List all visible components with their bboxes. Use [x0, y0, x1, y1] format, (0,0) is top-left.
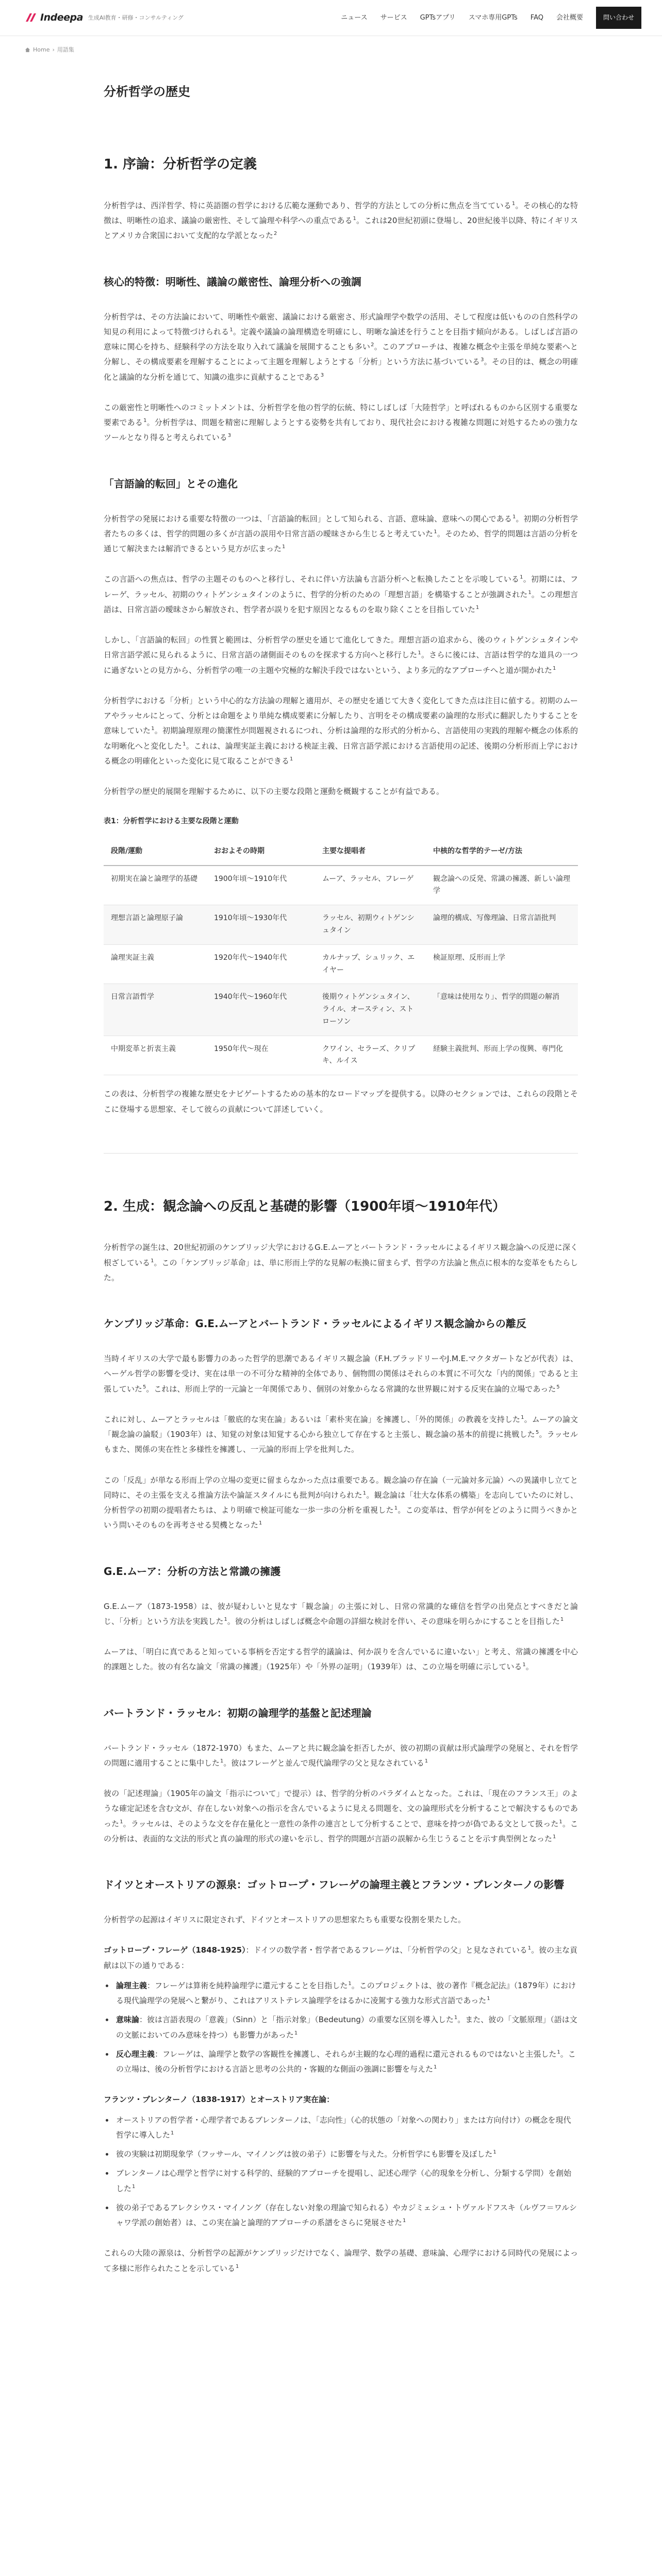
subsection-title: 「言語論的転回」とその進化 — [104, 477, 238, 490]
table-row — [104, 984, 578, 1036]
table-cell: 「意味は使用なり」、哲学的問題の解消 — [426, 984, 578, 1036]
paragraph: 彼の「記述理論」（1905年の論文「指示について」で提示）は、哲学的分析のパラダイムとなった。これは、「現在のフランス王」のような確定記述を含む文が、存在しない対象への指示を含んでいるように見える問題を、文の論理形式を分析することで解決するものであった$^1$。ラッセルは、そのような文を存在量化と一意性の条件の連言として分析することで、意味を持つが偽である文として扱った$^1$。この分析は、表面的な文法的形式と真の論理的形式の違いを示し、哲学的問題が言語の誤解から生じうることを示す典型例となった$^1$ — [104, 1789, 578, 1843]
list-item: • 彼の弟子であるアレクシウス・マイノング（存在しない対象の理論で知られる）やカジミェシュ・トヴァルドフスキ（ルヴフ＝ワルシャワ学派の創始者）は、この実在論と論理的アプローチの系譜をさらに発展させた$^1$ — [114, 2200, 578, 2231]
table-cell: 1940年代〜1960年代 — [207, 984, 315, 1036]
list-item: • 意味論：彼は言語表現の「意義」（Sinn）と「指示対象」（Bedeutung）の重要な区別を導入した$^1$。また、彼の「文脈原理」（語は文の文脈においてのみ意味を持つ）も影響力があった$^1$ — [114, 2012, 578, 2043]
section-title: 2. 生成：観念論への反乱と基礎的影響（1900年頃〜1910年代） — [104, 1198, 506, 1214]
paragraph: フランツ・ブレンターノ（1838-1917）とオーストリア実在論： — [104, 2095, 335, 2105]
paragraph: G.E.ムーア（1873-1958）は、彼が疑わしいと見なす「観念論」の主張に対し、日常の常識的な確信を哲学の出発点とすべきだと論じ、「分析」という方法を実践した$^1$。彼の分析はしばしば概念や命題の詳細な検討を伴い、その意味を明らかにすることを目指した$^1$ — [104, 1601, 578, 1626]
nav-gpts-apps[interactable]: GPTsアプリ — [420, 13, 456, 22]
nav-mobile-gpts[interactable]: スマホ専用GPTs — [468, 13, 518, 22]
table-row — [104, 905, 578, 945]
table-cell: 観念論への反発、常識の擁護、新しい論理学 — [426, 866, 578, 905]
brand-name: Indeepa — [40, 11, 83, 23]
table-cell: 論理実証主義 — [104, 944, 207, 984]
paragraph: これらの大陸の源泉は、分析哲学の起源がケンブリッジだけでなく、論理学、数学の基礎、意味論、心理学における同時代の発展によって多様に形作られたことを示している$^1$ — [104, 2248, 578, 2273]
list-item: • ブレンターノは心理学と哲学に対する科学的、経験的アプローチを提唱し、記述心理学（心的現象を分析し、分類する学問）を創始した$^1$ — [114, 2166, 578, 2196]
subsection-title: バートランド・ラッセル：初期の論理学的基盤と記述理論 — [104, 1706, 372, 1719]
paragraph: しかし、「言語論的転回」の性質と範囲は、分析哲学の歴史を通じて進化してきた。理想言語の追求から、後のウィトゲンシュタインや日常言語学派に見られるように、日常言語の諸側面そのものを探求する方向へと移行した$^1$。さらに後には、言語は哲学的な道具の一つに過ぎないとの見方から、分析哲学の唯一の主題や究極的な解決手段ではないという、より多元的なアプローチへと道が開かれた$^1$ — [104, 635, 578, 675]
table-cell: 後期ウィトゲンシュタイン、ライル、オースティン、ストローソン — [315, 984, 426, 1036]
column-header: 中核的な哲学的テーゼ/方法 — [426, 838, 578, 866]
table-cell: ムーア、ラッセル、フレーゲ — [315, 866, 426, 905]
site-header — [0, 0, 662, 36]
table-cell: 理想言語と論理原子論 — [104, 905, 207, 945]
subsection-title: G.E.ムーア：分析の方法と常識の擁護 — [104, 1565, 281, 1578]
nav-faq[interactable]: FAQ — [530, 13, 543, 22]
table-cell: カルナップ、シュリック、エイヤー — [315, 944, 426, 984]
subsection-title: 核心的特徴：明晰性、議論の厳密性、論理分析への強調 — [104, 275, 361, 288]
table-cell: 初期実在論と論理学的基礎 — [104, 866, 207, 905]
paragraph: この表は、分析哲学の複雑な歴史をナビゲートするための基本的なロードマップを提供する。以降のセクションでは、これらの段階とそこに登場する思想家、そして彼らの貢献について詳述していく。 — [104, 1089, 578, 1114]
list-item: • 論理主義：フレーゲは算術を純粋論理学に還元することを目指した$^1$。このプロジェクトは、彼の著作『概念記法』（1879年）における現代論理学の発展へと繋がり、これはアリストテレス論理学をはるかに凌駕する強力な形式言語であった$^1$ — [114, 1978, 578, 2009]
table-cell: 1950年代〜現在 — [207, 1036, 315, 1075]
paragraph: 分析哲学の誕生は、20世紀初頭のケンブリッジ大学におけるG.E.ムーアとバートランド・ラッセルによるイギリス観念論への反逆に深く根ざしている$^1$。この「ケンブリッジ革命」は、単に形而上学的な見解の転換に留まらず、哲学の方法論と焦点に根本的な変革をもたらした。 — [104, 1243, 578, 1282]
subsection-title: ドイツとオーストリアの源泉：ゴットロープ・フレーゲの論理主義とフランツ・ブレンターノの影響 — [104, 1878, 565, 1891]
paragraph: これに対し、ムーアとラッセルは「徹底的な実在論」あるいは「素朴実在論」を擁護し、「外的関係」の教義を支持した$^1$。ムーアの論文「観念論の論駁」（1903年）は、知覚の対象は知覚する心から独立して存在すると主張し、観念論の基本的前提に挑戦した$^5$。ラッセルもまた、関係の実在性と多様性を擁護し、一元論的形而上学を批判した。 — [104, 1414, 578, 1454]
breadcrumb — [0, 36, 662, 55]
table-cell: ラッセル、初期ウィトゲンシュタイン — [315, 905, 426, 945]
table-row — [104, 866, 578, 905]
paragraph: 分析哲学の発展における重要な特徴の一つは、「言語論的転回」として知られる、言語、意味論、意味への関心である$^1$。初期の分析哲学者たちの多くは、哲学的問題の多くが言語の誤用や日常言語の曖昧さから生じると考えていた$^1$。そのため、哲学的問題は言語の分析を通じて解決または解消できるという見方が広まった$^1$ — [104, 514, 578, 554]
table-cell: 論理的構成、写像理論、日常言語批判 — [426, 905, 578, 945]
table-row — [104, 944, 578, 984]
column-header: おおよその時期 — [207, 838, 315, 866]
breadcrumb-home[interactable]: Home — [33, 46, 50, 53]
table-cell: 1910年頃〜1930年代 — [207, 905, 315, 945]
table-cell: 検証原理、反形而上学 — [426, 944, 578, 984]
paragraph: 分析哲学は、その方法論において、明晰性や厳密、議論における厳密さ、形式論理学や数学の活用、そして程度は低いものの自然科学の知見の利用によって特徴づけられる$^1$。定義や議論の論理構造を明確にし、明晰な論述を行うことを目指す傾向がある。しばしば言語の意味に関心を持ち、経験科学の方法を取り入れて議論を展開することも多い$^2$。このアプローチは、複雑な概念や主張を単純な要素へと分解し、その構成要素を理解することによって主題を理解しようとする「分析」という方法に基づいている$^3$。その目的は、概念の明確化と議論的な分析を通じて、知識の進歩に貢献することである$^3$ — [104, 312, 578, 382]
table-row — [104, 1036, 578, 1075]
list-item: • オーストリアの哲学者・心理学者であるブレンターノは、「志向性」（心的状態の「対象への関わり」または方向付け）の概念を現代哲学に導入した$^1$ — [114, 2113, 578, 2143]
breadcrumb-glossary[interactable]: 用語集 — [57, 46, 74, 53]
logo-mark-icon — [25, 12, 37, 23]
paragraph: この厳密性と明晰性へのコミットメントは、分析哲学を他の哲学的伝統、特にしばしば「大陸哲学」と呼ばれるものから区別する重要な要素である$^1$。分析哲学は、問題を精密に理解しようとする姿勢を共有しており、現代社会における複雑な問題に対処するための強力なツールとなり得ると考えられている$^3$ — [104, 402, 578, 443]
list-item: • 反心理主義：フレーゲは、論理学と数学の客観性を擁護し、それらが主観的な心理的過程に還元されるものではないと主張した$^1$。この立場は、後の分析哲学における言語と思考の公共的・客観的な側面の強調に影響を与えた$^1$ — [114, 2047, 578, 2077]
nav-services[interactable]: サービス — [380, 13, 407, 22]
home-icon — [25, 47, 30, 53]
stages-table — [104, 838, 578, 1076]
paragraph: 分析哲学の起源はイギリスに限定されず、ドイツとオーストリアの思想家たちも重要な役割を果たした。 — [104, 1915, 466, 1925]
paragraph: 分析哲学における「分析」という中心的な方法論の理解と適用が、その歴史を通じて大きく変化してきた点は注目に値する。初期のムーアやラッセルにとって、分析とは命題をより単純な構成要素に分解したり、言明をその構成要素の論理的な形式に翻訳したりすることを意味していた$^1$。初期論理原理の簡潔性が問題視されるにつれ、分析は論理的な形式的分析から、言語使用の実践的理解や概念の体系的な明晰化へと変化した$^1$。これは、論理実証主義における検証主義、日常言語学派における言語使用の記述、後期の分析形而上学における概念の明確化といった変化に見て取ることができる$^1$ — [104, 696, 578, 766]
paragraph: この「反乱」が単なる形而上学の立場の変更に留まらなかった点は重要である。観念論の存在論（一元論対多元論）への異議申し立てと同時に、その主張を支える推論方法や論証スタイルにも批判が向けられた$^1$。観念論は「壮大な体系の構築」を志向していたのに対し、分析哲学の初期の提唱者たちは、より明確で検証可能な一歩一歩の分析を重視した$^1$。この変革は、哲学が何をどのように問うべきかという問いそのものを再考させる契機となった$^1$ — [104, 1475, 578, 1530]
nav-news[interactable]: ニュース — [341, 13, 368, 22]
table-cell: 1920年代〜1940年代 — [207, 944, 315, 984]
table-cell: 日常言語哲学 — [104, 984, 207, 1036]
table-cell: 中期変革と折衷主義 — [104, 1036, 207, 1075]
paragraph: 当時イギリスの大学で最も影響力のあった哲学的思潮であるイギリス観念論（F.H.ブラッドリーやJ.M.E.マクタガートなどが代表）は、ヘーゲル哲学の影響を受け、実在は単一の不可分な精神的全体であり、個物間の関係はそれらの本質に不可欠な「内的関係」であると主張していた$^5$。これは、形而上学的一元論と一年関係であり、個別の対象からなる常識的な世界観に対する反実在論的立場であった$^5$ — [104, 1354, 578, 1394]
table-caption: 表1：分析哲学における主要な段階と運動 — [104, 817, 239, 826]
paragraph: ゴットロープ・フレーゲ（1848-1925）：ドイツの数学者・哲学者であるフレーゲは、「分析哲学の父」と見なされている$^1$。彼の主な貢献は以下の通りである： — [104, 1945, 578, 1970]
paragraph: 分析哲学は、西洋哲学、特に英語圏の哲学における広範な運動であり、哲学的方法としての分析に焦点を当てている$^1$。その核心的な特徴は、明晰性の追求、議論の厳密性、そして論理や科学への重点である$^1$。これは20世紀初頭に登場し、20世紀後半以降、特にイギリスとアメリカ合衆国において支配的な学派となった$^2$ — [104, 200, 578, 241]
paragraph: バートランド・ラッセル（1872-1970）もまた、ムーアと共に観念論を拒否したが、彼の初期の貢献は形式論理学の発展と、それを哲学の問題に適用することに集中した$^1$。彼はフレーゲと並んで現代論理学の父と見なされている$^1$ — [104, 1743, 578, 1768]
nav-company[interactable]: 会社概要 — [556, 13, 583, 22]
article — [104, 55, 578, 2276]
column-header: 段階/運動 — [104, 838, 207, 866]
site-tagline: 生成AI教育・研修・コンサルティング — [88, 14, 184, 21]
contact-button[interactable]: 問い合わせ — [596, 7, 641, 29]
main-nav — [341, 7, 641, 29]
table-cell: 経験主義批判、形而上学の復興、専門化 — [426, 1036, 578, 1075]
page-title: 分析哲学の歴史 — [104, 84, 190, 99]
section-divider — [104, 1153, 578, 1154]
paragraph: この言語への焦点は、哲学の主題そのものへと移行し、それに伴い方法論も言語分析へと転換したことを示唆している$^1$。初期には、フレーゲ、ラッセル、初期のウィトゲンシュタインのように、哲学的分析のための「理想言語」を構築することが強調された$^1$。この理想言語は、日常言語の曖昧さから解放され、哲学者が誤りを犯す原因となるものを取り除くことを目指していた$^1$ — [104, 574, 578, 614]
chevron-right-icon: › — [52, 46, 55, 53]
column-header: 主要な提唱者 — [315, 838, 426, 866]
paragraph: 分析哲学の歴史的展開を理解するために、以下の主要な段階と運動を概観することが有益である。 — [104, 787, 444, 796]
table-cell: クワイン、セラーズ、クリプキ、ルイス — [315, 1036, 426, 1075]
list-item: • 彼の実験は初期現象学（フッサール、マイノングは彼の弟子）に影響を与えた。分析哲学にも影響を及ぼした$^1$ — [114, 2147, 578, 2162]
table-cell: 1900年頃〜1910年代 — [207, 866, 315, 905]
section-title: 1. 序論：分析哲学の定義 — [104, 157, 257, 173]
brentano-list — [114, 2113, 578, 2231]
site-logo[interactable] — [25, 8, 83, 27]
table-header-row — [104, 838, 578, 866]
subsection-title: ケンブリッジ革命：G.E.ムーアとバートランド・ラッセルによるイギリス観念論からの離反 — [104, 1317, 526, 1330]
paragraph: ムーアは、「明白に真であると知っている事柄を否定する哲学的議論は、何か誤りを含んでいるに違いない」と考え、常識の擁護を中心的課題とした。彼の有名な論文「常識の擁護」（1925年）や「外界の証明」（1939年）は、この立場を明確に示している$^1$。 — [104, 1647, 578, 1672]
frege-list — [114, 1978, 578, 2077]
